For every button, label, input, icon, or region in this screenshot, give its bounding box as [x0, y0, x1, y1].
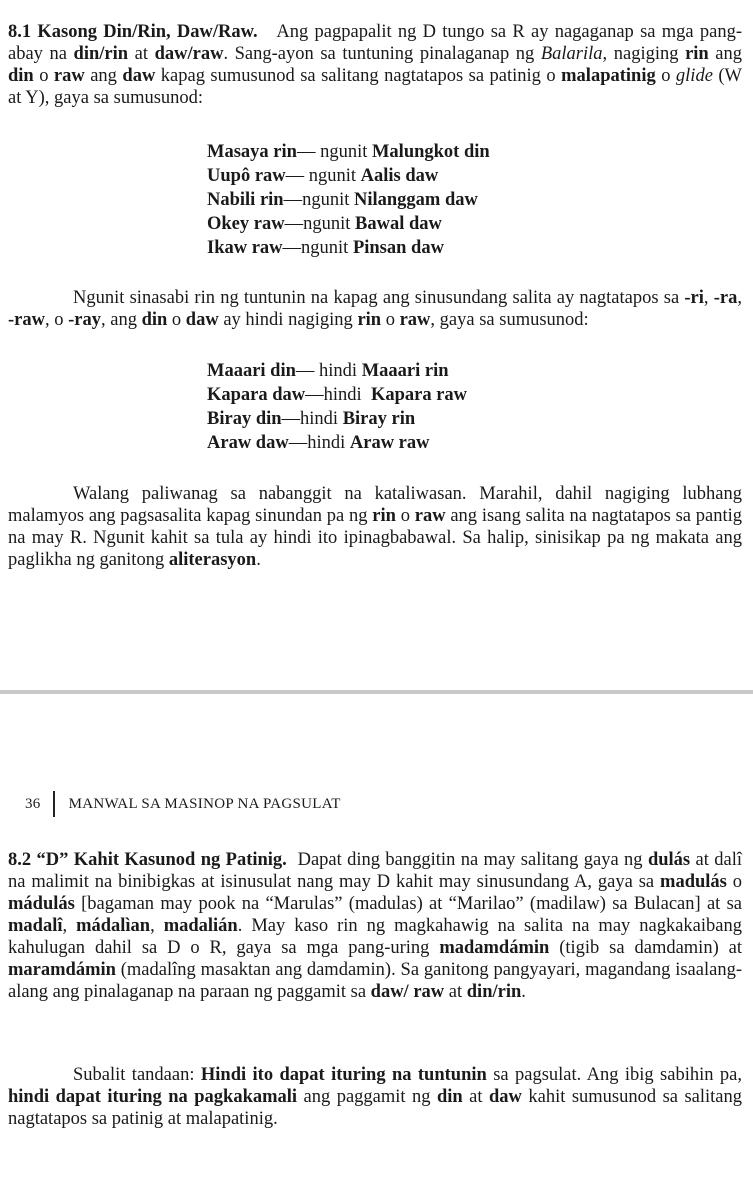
paragraph-8-2-intro: 8.2 “D” Kahit Kasunod ng Patinig. Dapat ding banggitin na may salitang gaya ng dulás at dalî na malimit na binibigkas at isinusulat nang may D kahit may sinusundang A, gaya sa madulás o mádulás [bagaman may pook na “Marulas” (madulas) at “Marilao” (madilaw) sa Bulacan] at sa madalî, mádalìan, madalián. May kaso rin ng magkahawig na salita na may nagkakaibang kahulugan dahil sa D o R, gaya sa mga pang-uring madamdámin (tigib sa damdamin) at maramdámin (madalîng masaktan ang damdamin). Sa ganitong pangyayari, magandang isaalang-alang ang pinalaganap na paraan ng paggamit sa daw/ raw at din/rin.	[8, 850, 743, 1002]
book-title: MANWAL SA MASINOP NA PAGSULAT	[68, 795, 341, 812]
example-item: Kapara daw—hindi Kapara raw	[207, 385, 468, 405]
example-list-1	[207, 140, 490, 260]
section-heading-8-1: 8.1 Kasong Din/Rin, Daw/Raw.	[8, 22, 258, 42]
example-item: Biray din—hindi Biray rin	[207, 409, 416, 429]
paragraph-8-1-explanation: Walang paliwanag sa nabanggit na kataliwasan. Marahil, dahil nagiging lubhang malamyos ang pagsasalita kapag sinundan pa ng rin o raw ang isang salita na nagtatapos sa pantig na may R. Ngunit kahit sa tula ay hindi ito ipinagbabawal. Sa halip, sinisikap pa ng makata ang paglikha ng ganitong aliterasyon.	[8, 484, 743, 570]
example-item: Uupô raw— ngunit Aalis daw	[207, 166, 439, 186]
example-item: Araw daw—hindi Araw raw	[207, 433, 430, 453]
running-head	[25, 791, 341, 817]
page-bottom	[0, 694, 753, 1200]
example-item: Masaya rin— ngunit Malungkot din	[207, 142, 490, 162]
running-head-divider	[53, 791, 55, 817]
page-number: 36	[25, 795, 41, 812]
paragraph-8-1-exception: Ngunit sinasabi rin ng tuntunin na kapag ang sinusundang salita ay nagtatapos sa -ri, -ra, -raw, o -ray, ang din o daw ay hindi nagiging rin o raw, gaya sa sumusunod:	[8, 288, 742, 330]
example-item: Ikaw raw—ngunit Pinsan daw	[207, 238, 444, 258]
example-item: Nabili rin—ngunit Nilanggam daw	[207, 190, 478, 210]
example-item: Okey raw—ngunit Bawal daw	[207, 214, 442, 234]
paragraph-8-2-note: Subalit tandaan: Hindi ito dapat ituring na tuntunin sa pagsulat. Ang ibig sabihin pa, hindi dapat ituring na pagkakamali ang paggamit ng din at daw kahit sumusunod sa salitang nagtatapos sa patinig at malapatinig.	[8, 1065, 742, 1129]
section-heading-8-2: 8.2 “D” Kahit Kasunod ng Patinig.	[8, 850, 287, 870]
paragraph-8-1-intro: 8.1 Kasong Din/Rin, Daw/Raw. Ang pagpapalit ng D tungo sa R ay nagaganap sa mga pang-abay na din/rin at daw/raw. Sang-ayon sa tuntuning pinalaganap ng Balarila, nagiging rin ang din o raw ang daw kapag sumusunod sa salitang nagtatapos sa patinig o malapatinig o glide (W at Y), gaya sa sumusunod:	[8, 22, 743, 108]
example-item: Maaari din— hindi Maaari rin	[207, 361, 449, 381]
example-list-2	[207, 359, 467, 455]
